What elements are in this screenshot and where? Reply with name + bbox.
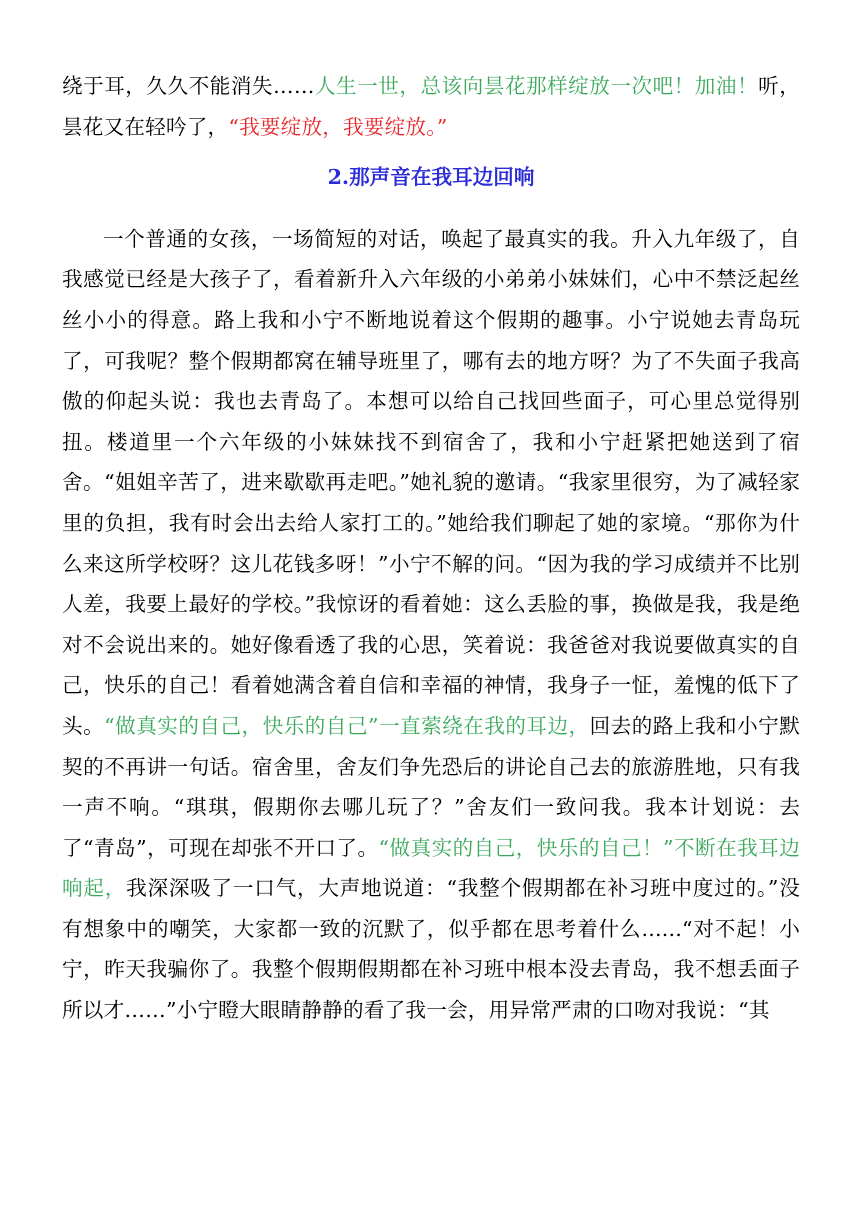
body-highlight-2: “做真实的自己，快乐的自己！”不断在我耳边响起，	[62, 835, 800, 901]
intro-highlight-red: “我要绽放，我要绽放。”	[228, 114, 448, 139]
section-heading: 2.那声音在我耳边回响	[327, 165, 535, 190]
intro-text-2: 听，昙花又在轻吟了，	[62, 74, 800, 139]
body-text-1: 一个普通的女孩，一场简短的对话，唤起了最真实的我。升入九年级了，自我感觉已经是大孩子了，看着新升入六年级的小弟弟小妹妹们，心中不禁泛起丝丝小小的得意。路上我和小宁不断地说着这个假期的趣事。小宁说她去青岛玩了，可我呢？整个假期都窝在辅导班里了，哪有去的地方呀？为了不失面子我高傲的仰起头说：我也去青岛了。本想可以给自己找回些面子，可心里总觉得别扭。楼道里一个六年级的小妹妹找不到宿舍了，我和小宁赶紧把她送到了宿舍。“姐姐辛苦了，进来歇歇再走吧。”她礼貌的邀请。“我家里很穷，为了减轻家里的负担，我有时会出去给人家打工的。”她给我们聊起了她的家境。“那你为什么来这所学校呀？这儿花钱多呀！”小宁不解的问。“因为我的学习成绩并不比别人差，我要上最好的学校。”我惊讶的看着她：这么丢脸的事，换做是我，我是绝对不会说出来的。她好像看透了我的心思，笑着说：我爸爸对我说要做真实的自己，快乐的自己！看着她满含着自信和幸福的神情，我身子一怔，羞愧的低下了头。	[62, 226, 800, 738]
intro-highlight-green: 人生一世，总该向昙花那样绽放一次吧！加油！	[314, 74, 759, 98]
document-page	[62, 66, 800, 1031]
body-paragraph	[62, 219, 800, 1031]
body-highlight-1: “做真实的自己，快乐的自己”一直萦绕在我的耳边，	[104, 713, 590, 738]
body-text-2: 回去的路上我和小宁默契的不再讲一句话。宿舍里，舍友们争先恐后的讲论自己去的旅游胜地，只有我一声不响。“琪琪，假期你去哪儿玩了？”舍友们一致问我。我本计划说：去了“青岛”，可现在却张不开口了。	[62, 713, 801, 860]
intro-text-1: 绕于耳，久久不能消失……	[62, 74, 315, 98]
intro-paragraph	[62, 66, 800, 147]
body-text-3: 我深深吸了一口气，大声地说道：“我整个假期都在补习班中度过的。”没有想象中的嘲笑，大家都一致的沉默了，似乎都在思考着什么......“对不起！小宁，昨天我骗你了。我整个假期假期都在补习班中根本没去青岛，我不想丢面子所以才……”小宁瞪大眼睛静静的看了我一会，用异常严肃的口吻对我说：“其	[62, 876, 800, 1023]
